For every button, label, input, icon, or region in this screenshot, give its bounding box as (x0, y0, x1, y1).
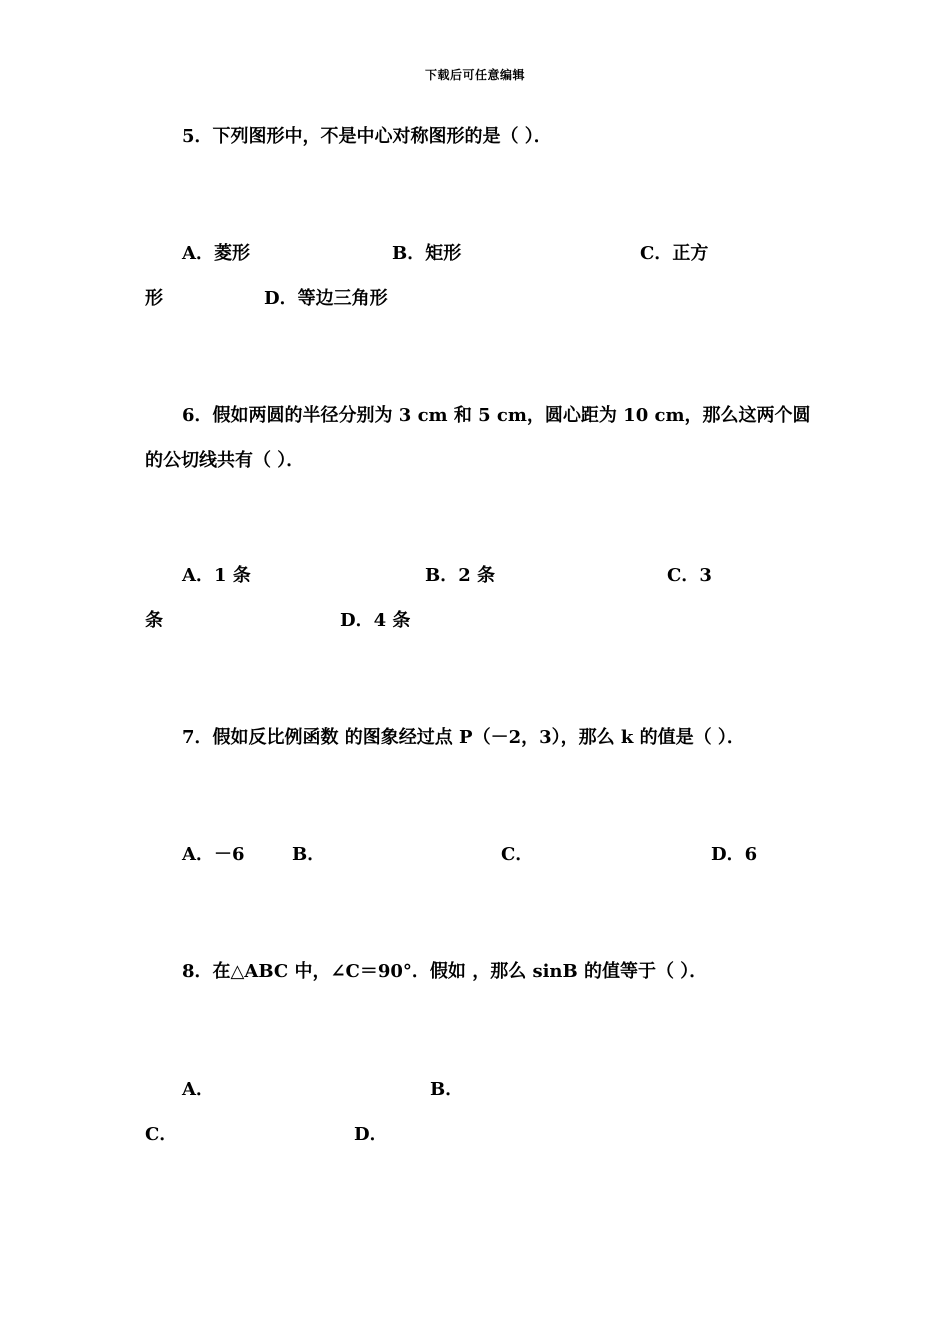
question-5-option-a: A．菱形 (182, 243, 250, 264)
question-5-option-d: D．等边三角形 (264, 288, 388, 309)
question-6-option-c: C．3 (667, 565, 712, 586)
question-7-option-a: A．－6 (182, 844, 245, 865)
question-7-option-d: D．6 (711, 844, 758, 865)
question-6-option-c-wrap: 条 (145, 610, 163, 631)
question-5-stem: 5．下列图形中，不是中心对称图形的是（ ）． (182, 126, 552, 147)
question-5-option-b: B．矩形 (392, 243, 462, 264)
question-8-option-d: D． (354, 1124, 388, 1145)
question-6-option-d: D．4 条 (340, 610, 411, 631)
question-8-option-c: C． (145, 1124, 178, 1145)
question-6-stem-line-1: 6．假如两圆的半径分别为 3 cm 和 5 cm，圆心距为 10 cm，那么这两个圆 (182, 405, 811, 426)
question-7-option-b: B． (292, 844, 326, 865)
question-8-option-b: B． (430, 1079, 464, 1100)
question-5-option-c-wrap: 形 (145, 288, 163, 309)
question-6-option-b: B．2 条 (425, 565, 496, 586)
question-6-stem-line-2: 的公切线共有（ ）． (145, 450, 305, 471)
question-5-option-c: C．正方 (640, 243, 709, 264)
question-8-option-a: A． (182, 1079, 214, 1100)
question-8-stem: 8．在△ABC 中，∠C＝90°．假如 ，那么 sinB 的值等于（ ）． (182, 961, 708, 982)
question-7-stem: 7．假如反比例函数 的图象经过点 P（－2，3），那么 k 的值是（ ）． (182, 727, 745, 748)
question-6-option-a: A．1 条 (182, 565, 251, 586)
page-header: 下载后可任意编辑 (424, 68, 525, 82)
question-7-option-c: C． (501, 844, 534, 865)
